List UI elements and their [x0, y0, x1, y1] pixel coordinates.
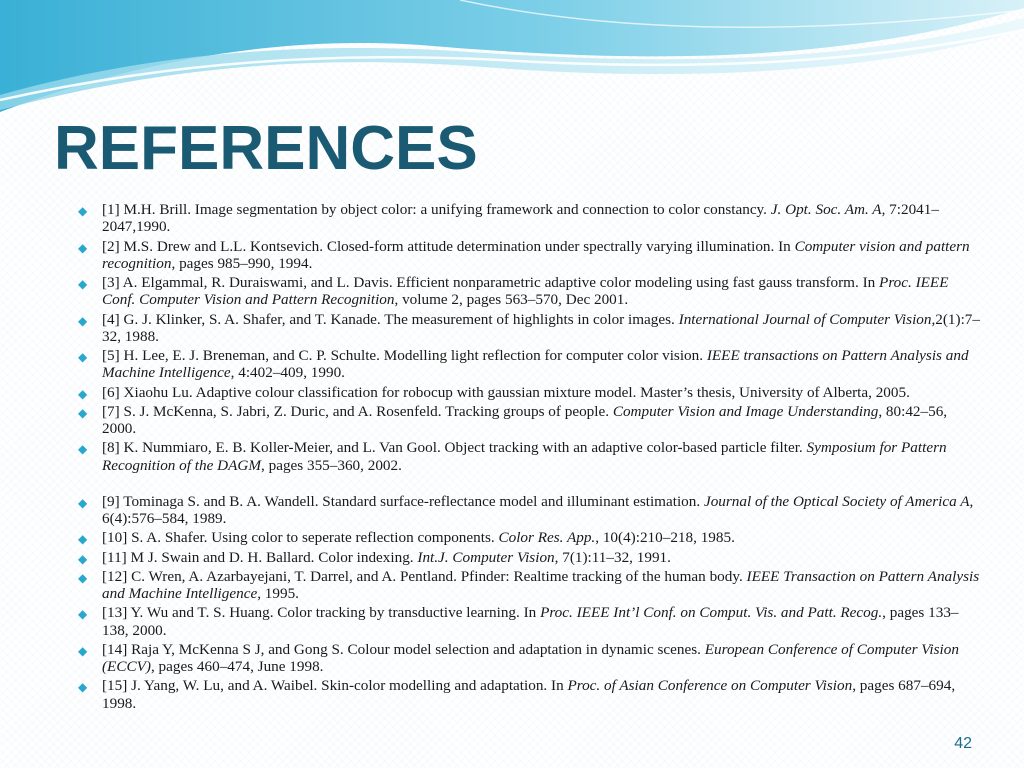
reference-item [74, 403, 984, 438]
reference-venue: Proc. IEEE Int’l Conf. on Comput. Vis. and Patt. Recog. [540, 604, 883, 622]
reference-text: [2] M.S. Drew and L.L. Kontsevich. Closed-form attitude determination under spectrally varying illumination. In [102, 237, 795, 255]
bullet-icon: ◆ [78, 607, 88, 622]
bullet-icon: ◆ [78, 551, 88, 566]
reference-venue: International Journal of Computer Vision [678, 310, 932, 328]
reference-details: , pages 355–360, 2002. [261, 456, 402, 474]
reference-details: , pages 687–694, 1998. [102, 677, 956, 712]
reference-venue: Proc. IEEE Conf. Computer Vision and Pattern Recognition [102, 274, 949, 309]
reference-text: [9] Tominaga S. and B. A. Wandell. Standard surface-reflectance model and illuminant estimation. [102, 492, 704, 510]
reference-details: , 4:402–409, 1990. [230, 364, 345, 382]
reference-details: , 1995. [257, 585, 299, 602]
reference-text: [6] Xiaohu Lu. Adaptive colour classification for robocup with gaussian mixture model. Master’s thesis, University of Alberta, 2005. [102, 383, 910, 401]
reference-item [74, 549, 984, 566]
reference-text: [11] M J. Swain and D. H. Ballard. Color indexing. [102, 548, 418, 566]
bullet-icon: ◆ [78, 204, 88, 218]
reference-details: , pages 985–990, 1994. [171, 254, 313, 272]
reference-details: ,2(1):7–32, 1988. [102, 310, 980, 345]
bullet-icon: ◆ [78, 386, 88, 401]
reference-item [74, 439, 984, 474]
reference-venue: Color Res. App. [498, 529, 596, 547]
reference-item [74, 493, 984, 528]
reference-details: , 6(4):576–584, 1989. [102, 492, 974, 528]
page-number: 42 [954, 735, 972, 752]
reference-text: [13] Y. Wu and T. S. Huang. Color tracking by transductive learning. In [102, 604, 541, 622]
reference-item [74, 274, 984, 309]
reference-details: , 7:2041–2047,1990. [102, 201, 939, 236]
reference-text: [14] Raja Y, McKenna S J, and Gong S. Colour model selection and adaptation in dynamic scenes. [102, 640, 705, 658]
reference-venue: Symposium for Pattern Recognition of the DAGM [102, 439, 947, 474]
reference-item [74, 568, 984, 603]
reference-item [74, 677, 984, 712]
reference-item [74, 641, 984, 676]
reference-text: [15] J. Yang, W. Lu, and A. Waibel. Skin-color modelling and adaptation. In [102, 677, 568, 695]
reference-details: , 10(4):210–218, 1985. [595, 529, 735, 547]
reference-item [74, 238, 984, 273]
reference-details: , 7(1):11–32, 1991. [554, 548, 671, 566]
reference-text: [8] K. Nummiaro, E. B. Koller-Meier, and L. Van Gool. Object tracking with an adaptive color-based particle filter. [102, 439, 807, 457]
bullet-icon: ◆ [78, 405, 88, 420]
bullet-icon: ◆ [78, 313, 88, 328]
reference-venue: IEEE Transaction on Pattern Analysis and Machine Intelligence [102, 567, 980, 602]
reference-details: , pages 460–474, June 1998. [150, 658, 324, 675]
bullet-icon: ◆ [78, 532, 88, 547]
reference-venue: European Conference of Computer Vision (ECCV) [102, 640, 959, 675]
reference-text: [5] H. Lee, E. J. Breneman, and C. P. Schulte. Modelling light reflection for computer color vision. [102, 347, 707, 364]
reference-text: [1] M.H. Brill. Image segmentation by object color: a unifying framework and connection to color constancy. [102, 201, 771, 218]
bullet-icon: ◆ [78, 643, 88, 658]
reference-item [74, 529, 984, 546]
header-wave-decoration [0, 0, 1024, 120]
bullet-icon: ◆ [78, 495, 88, 510]
bullet-icon: ◆ [78, 277, 88, 291]
slide-title: REFERENCES [54, 114, 478, 183]
reference-text: [4] G. J. Klinker, S. A. Shafer, and T. Kanade. The measurement of highlights in color images. [102, 310, 679, 328]
reference-details: , pages 133–138, 2000. [102, 604, 959, 639]
reference-venue: Journal of the Optical Society of America A [703, 492, 970, 510]
reference-item [74, 384, 984, 401]
bullet-icon: ◆ [78, 350, 88, 364]
reference-venue: IEEE transactions on Pattern Analysis and Machine Intelligence [102, 347, 969, 382]
bullet-icon: ◆ [78, 240, 88, 255]
reference-details: , 80:42–56, 2000. [102, 402, 948, 437]
bullet-icon: ◆ [78, 442, 88, 457]
bullet-icon: ◆ [78, 570, 88, 585]
reference-text: [10] S. A. Shafer. Using color to seperate reflection components. [102, 529, 499, 547]
reference-item [74, 604, 984, 639]
reference-item [74, 347, 984, 382]
reference-venue: J. Opt. Soc. Am. A [770, 201, 882, 218]
reference-venue: Int.J. Computer Vision [417, 548, 555, 566]
reference-item [74, 201, 984, 236]
reference-text: [3] A. Elgammal, R. Duraiswami, and L. Davis. Efficient nonparametric adaptive color modeling using fast gauss transform. In [102, 274, 880, 291]
reference-text: [12] C. Wren, A. Azarbayejani, T. Darrel, and A. Pentland. Pfinder: Realtime tracking of the human body. [102, 567, 747, 585]
reference-venue: Proc. of Asian Conference on Computer Vision [567, 677, 853, 695]
bullet-icon: ◆ [78, 680, 88, 695]
reference-list [74, 201, 984, 714]
reference-item [74, 311, 984, 346]
reference-text: [7] S. J. McKenna, S. Jabri, Z. Duric, and A. Rosenfeld. Tracking groups of people. [102, 402, 613, 420]
reference-details: , volume 2, pages 563–570, Dec 2001. [394, 291, 629, 309]
reference-venue: Computer Vision and Image Understanding [612, 402, 879, 420]
reference-venue: Computer vision and pattern recognition [102, 237, 970, 272]
